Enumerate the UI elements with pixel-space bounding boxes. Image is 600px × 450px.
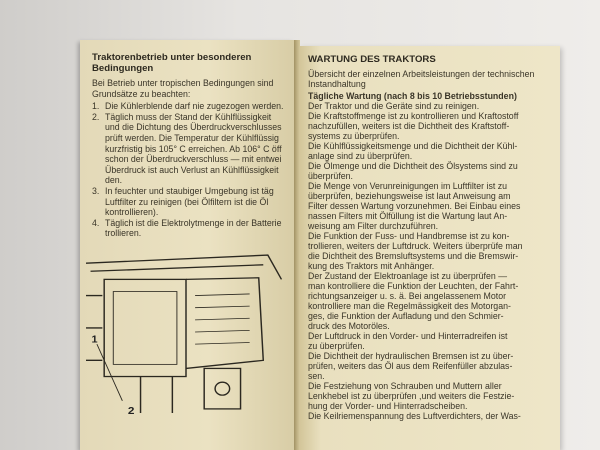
rule-line: trollieren. <box>105 228 142 239</box>
maintenance-line: nassen Filters mit Ölfüllung ist die Wartung laut An- <box>308 211 508 221</box>
rule-item <box>92 186 286 218</box>
maintenance-line: ges, die Funktion der Aufladung und den Schmier- <box>308 311 504 321</box>
rule-line: und die Dichtung des Überdruckverschlusses <box>105 122 282 133</box>
maintenance-line: kung des Traktors mit Anhänger. <box>308 261 435 271</box>
rule-line: schon der Überdruckverschluss — mit entwei <box>105 154 282 165</box>
subtitle: Tägliche Wartung (nach 8 bis 10 Betriebsstunden) <box>308 91 517 101</box>
right-page-text <box>300 46 560 421</box>
rule-line: Täglich muss der Stand der Kühlflüssigkeit <box>105 111 272 122</box>
rule-item <box>92 112 286 186</box>
rule-item <box>92 218 286 239</box>
maintenance-line: Lenkhebel ist zu überprüfen ,und weiters die Festzie- <box>308 391 515 401</box>
maintenance-line: man kontrolliere die Funktion der Leuchten, der Fahrt- <box>308 281 519 291</box>
left-page <box>80 40 294 450</box>
intro-line: Instandhaltung <box>308 79 366 89</box>
maintenance-line: Die Ölmenge und die Dichtheit des Ölsystems sind zu <box>308 161 518 171</box>
maintenance-line: trollieren, weiters der Luftdruck. Weiters überprüfe man <box>308 241 523 251</box>
maintenance-line: druck des Motoröles. <box>308 321 390 331</box>
rule-line: In feuchter und staubiger Umgebung ist täg <box>105 185 274 196</box>
maintenance-line: Die Festziehung von Schrauben und Muttern aller <box>308 381 502 391</box>
rule-line: kurzfristig bis 105° C erreichen. Ab 106° C öff <box>105 143 282 154</box>
rule-number: 4. <box>92 217 100 228</box>
rule-line: prüft werden. Die Temperatur der Kühlflüssig <box>105 132 279 143</box>
maintenance-list <box>308 101 554 421</box>
section-title: WARTUNG DES TRAKTORS <box>308 54 436 65</box>
maintenance-line: überprüfen. <box>308 171 353 181</box>
tractor-engine-illustration <box>86 247 286 417</box>
maintenance-line: hung der Vorder- und Hinterradscheiben. <box>308 401 468 411</box>
rule-item <box>92 101 286 112</box>
rule-number: 2. <box>92 111 100 122</box>
maintenance-line: Die Funktion der Fuss- und Handbremse ist zu kon- <box>308 231 510 241</box>
maintenance-line: Der Luftdruck in den Vorder- und Hinterradreifen ist <box>308 331 508 341</box>
rule-number: 1. <box>92 101 100 112</box>
figure-label: 2 <box>127 405 135 417</box>
maintenance-line: anlage sind zu überprüfen. <box>308 151 413 161</box>
maintenance-line: prüfen, weiters das Öl aus dem Reifenfüller abzulas- <box>308 361 513 371</box>
rule-line: den. <box>105 175 123 186</box>
maintenance-line: Die Kraftstoffmenge ist zu kontrollieren und Kraftostoff <box>308 111 519 121</box>
left-page-text <box>80 40 294 239</box>
maintenance-line: Der Traktor und die Geräte sind zu reinigen. <box>308 101 480 111</box>
maintenance-line: sen. <box>308 371 325 381</box>
rule-number: 3. <box>92 185 100 196</box>
maintenance-line: Die Dichtheit der hydraulischen Bremsen ist zu über- <box>308 351 514 361</box>
maintenance-line: Die Keilriemenspannung des Luftverdichters, der Was- <box>308 411 521 421</box>
maintenance-line: weisung am Filter durchzuführen. <box>308 221 439 231</box>
maintenance-line: richtungsanzeiger u. s. ä. Bei angelassenem Motor <box>308 291 507 301</box>
maintenance-line: kontrolliere man die Regelmässigkeit des Motorgan- <box>308 301 511 311</box>
maintenance-line: Die Kühlflüssigkeitsmenge und die Dichtheit der Kühl- <box>308 141 518 151</box>
maintenance-line: systems zu überprüfen. <box>308 131 400 141</box>
rules-list <box>92 101 286 239</box>
maintenance-line: überprüfen, beziehungsweise ist laut Anweisung am <box>308 191 511 201</box>
intro-line: Übersicht der einzelnen Arbeitsleistungen der technischen <box>308 69 535 79</box>
book-gutter <box>294 40 300 450</box>
rule-line: Die Kühlerblende darf nie zugezogen werden. <box>105 101 284 112</box>
rule-line: Luftfilter zu reinigen (bei Ölfiltern ist die Öl <box>105 196 269 207</box>
intro-line: Bei Betrieb unter tropischen Bedingungen sind <box>92 78 274 88</box>
figure-label: 1 <box>91 334 98 346</box>
rule-line: kontrollieren). <box>105 207 159 218</box>
right-page <box>300 46 560 450</box>
maintenance-line: zu überprüfen. <box>308 341 365 351</box>
rule-line: Täglich ist die Elektrolytmenge in der Batterie <box>105 217 282 228</box>
rule-line: Überdruck ist auch Verlust an Kühlflüssigkeit <box>105 164 279 175</box>
maintenance-line: Der Zustand der Elektroanlage ist zu überprüfen — <box>308 271 508 281</box>
maintenance-line: Filter dessen Wartung vorzunehmen. Bei Einbau eines <box>308 201 521 211</box>
maintenance-line: Die Menge von Verunreinigungen im Luftfilter ist zu <box>308 181 508 191</box>
section-title: Traktorenbetrieb unter besonderen Bedingungen <box>92 52 252 74</box>
maintenance-line: nachzufüllen, weiters ist die Dichtheit des Kraftstoff- <box>308 121 510 131</box>
intro-line: Grundsätze zu beachten: <box>92 88 191 99</box>
maintenance-line: die Dichtheit des Bremsluftsystems und die Bremswir- <box>308 251 519 261</box>
